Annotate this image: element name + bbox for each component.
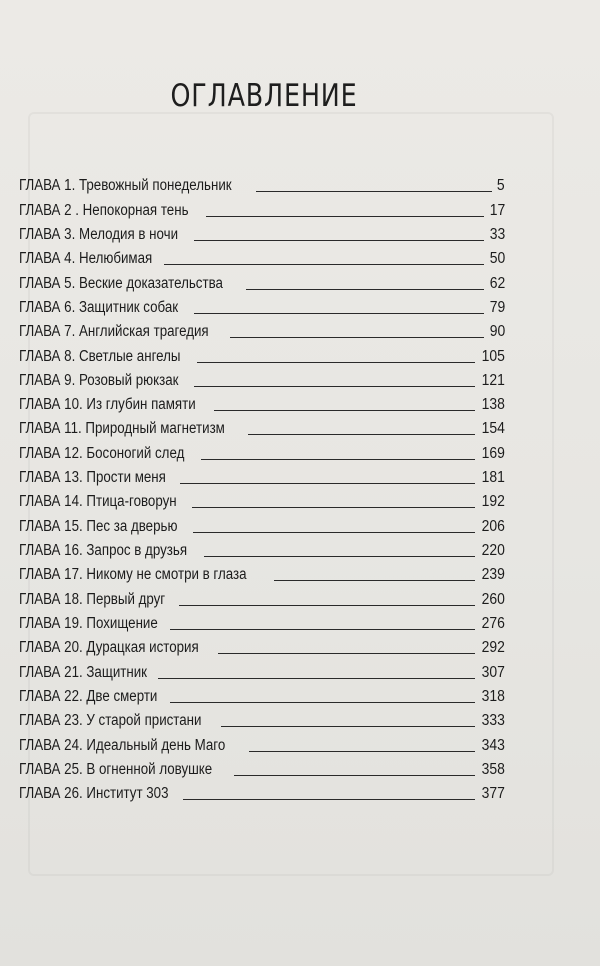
- toc-entry: [19, 730, 505, 754]
- toc-leader-line: [230, 337, 484, 338]
- toc-entry: [19, 366, 505, 390]
- toc-entry: [19, 755, 505, 779]
- toc-entry-title: ГЛАВА 9. Розовый рюкзак: [19, 371, 179, 389]
- toc-entry-title: ГЛАВА 11. Природный магнетизм: [19, 420, 225, 438]
- toc-entry-page: 169: [481, 444, 505, 462]
- toc-entry-page: 358: [481, 760, 505, 778]
- table-of-contents: [19, 171, 505, 803]
- toc-entry-page: 121: [481, 371, 505, 389]
- toc-entry: [19, 633, 505, 657]
- toc-entry: [19, 511, 505, 535]
- toc-leader-line: [158, 678, 475, 679]
- toc-entry-page: 5: [497, 177, 505, 195]
- toc-leader-line: [197, 362, 475, 363]
- toc-entry: [19, 463, 505, 487]
- toc-entry-title: ГЛАВА 8. Светлые ангелы: [19, 347, 181, 365]
- toc-entry-page: 276: [481, 614, 505, 632]
- toc-entry-title: ГЛАВА 4. Нелюбимая: [19, 250, 153, 268]
- toc-entry-page: 239: [481, 566, 505, 584]
- toc-entry-page: 154: [481, 420, 505, 438]
- toc-entry: [19, 682, 505, 706]
- toc-entry-title: ГЛАВА 26. Институт 303: [19, 785, 169, 803]
- toc-leader-line: [274, 580, 476, 581]
- toc-entry-title: ГЛАВА 24. Идеальный день Маго: [19, 736, 226, 754]
- toc-leader-line: [201, 459, 475, 460]
- toc-entry: [19, 609, 505, 633]
- toc-leader-line: [206, 216, 484, 217]
- toc-entry: [19, 317, 505, 341]
- toc-entry-page: 333: [481, 712, 505, 730]
- toc-entry-page: 181: [481, 469, 505, 487]
- toc-entry: [19, 438, 505, 462]
- toc-entry-title: ГЛАВА 1. Тревожный понедельник: [19, 177, 232, 195]
- toc-entry-page: 138: [481, 396, 505, 414]
- toc-leader-line: [249, 751, 475, 752]
- toc-leader-line: [164, 264, 484, 265]
- toc-leader-line: [180, 483, 475, 484]
- toc-entry: [19, 560, 505, 584]
- toc-entry-page: 79: [489, 298, 505, 316]
- toc-entry: [19, 244, 505, 268]
- toc-leader-line: [193, 532, 475, 533]
- toc-entry-page: 105: [481, 347, 505, 365]
- toc-entry-page: 343: [481, 736, 505, 754]
- toc-leader-line: [170, 702, 475, 703]
- toc-entry-page: 220: [481, 542, 505, 559]
- toc-entry: [19, 171, 505, 195]
- toc-entry: [19, 779, 505, 803]
- toc-entry: [19, 341, 505, 365]
- toc-entry-page: 260: [481, 590, 505, 608]
- toc-entry-page: 377: [481, 785, 505, 803]
- toc-entry-page: 292: [481, 639, 505, 657]
- toc-entry-title: ГЛАВА 22. Две смерти: [19, 687, 158, 705]
- toc-entry: [19, 584, 505, 608]
- toc-leader-line: [248, 434, 475, 435]
- toc-leader-line: [221, 726, 475, 727]
- toc-entry-title: ГЛАВА 14. Птица-говорун: [19, 493, 177, 511]
- toc-leader-line: [234, 775, 475, 776]
- toc-entry: [19, 657, 505, 681]
- toc-entry-title: ГЛАВА 17. Никому не смотри в глаза: [19, 566, 247, 584]
- toc-entry: [19, 268, 505, 292]
- toc-entry-page: 318: [481, 687, 505, 705]
- toc-leader-line: [214, 410, 475, 411]
- toc-entry-title: ГЛАВА 23. У старой пристани: [19, 712, 202, 730]
- toc-entry-page: 33: [489, 225, 505, 243]
- toc-entry: [19, 414, 505, 438]
- toc-entry-page: 192: [481, 493, 505, 511]
- page-title: ОГЛАВЛЕНИЕ: [170, 78, 358, 114]
- toc-entry: [19, 487, 505, 511]
- toc-leader-line: [179, 605, 475, 606]
- toc-entry-title: ГЛАВА 10. Из глубин памяти: [19, 396, 196, 414]
- toc-entry-page: 206: [481, 517, 505, 535]
- toc-leader-line: [194, 240, 484, 241]
- toc-entry-page: 17: [489, 201, 505, 219]
- toc-entry-page: 90: [489, 323, 505, 341]
- toc-entry: [19, 220, 505, 244]
- toc-entry-title: ГЛАВА 19. Похищение: [19, 614, 158, 632]
- toc-entry-page: 307: [481, 663, 505, 681]
- toc-entry: [19, 293, 505, 317]
- toc-entry-title: ГЛАВА 2 . Непокорная тень: [19, 201, 189, 219]
- toc-entry-title: ГЛАВА 13. Прости меня: [19, 469, 166, 487]
- toc-leader-line: [256, 191, 492, 192]
- toc-entry-title: ГЛАВА 16. Запрос в друзья: [19, 542, 188, 559]
- toc-entry-page: 62: [489, 274, 505, 292]
- toc-leader-line: [246, 289, 484, 290]
- toc-entry-title: ГЛАВА 15. Пес за дверью: [19, 517, 178, 535]
- toc-entry-title: ГЛАВА 6. Защитник собак: [19, 298, 179, 316]
- toc-entry-title: ГЛАВА 18. Первый друг: [19, 590, 166, 608]
- toc-leader-line: [194, 386, 475, 387]
- toc-leader-line: [194, 313, 484, 314]
- toc-entry-title: ГЛАВА 20. Дурацкая история: [19, 639, 199, 657]
- toc-entry: [19, 195, 505, 219]
- toc-entry: [19, 536, 505, 560]
- toc-entry: [19, 706, 505, 730]
- toc-entry-title: ГЛАВА 7. Английская трагедия: [19, 323, 209, 341]
- toc-entry: [19, 390, 505, 414]
- toc-leader-line: [183, 799, 475, 800]
- toc-entry-title: ГЛАВА 12. Босоногий след: [19, 444, 185, 462]
- toc-leader-line: [170, 629, 475, 630]
- toc-leader-line: [218, 653, 475, 654]
- toc-leader-line: [204, 556, 475, 557]
- toc-entry-title: ГЛАВА 5. Веские доказательства: [19, 274, 223, 292]
- toc-entry-title: ГЛАВА 25. В огненной ловушке: [19, 760, 213, 778]
- toc-leader-line: [192, 507, 475, 508]
- toc-entry-page: 50: [489, 250, 505, 268]
- toc-entry-title: ГЛАВА 3. Мелодия в ночи: [19, 225, 179, 243]
- toc-entry-title: ГЛАВА 21. Защитник: [19, 663, 148, 681]
